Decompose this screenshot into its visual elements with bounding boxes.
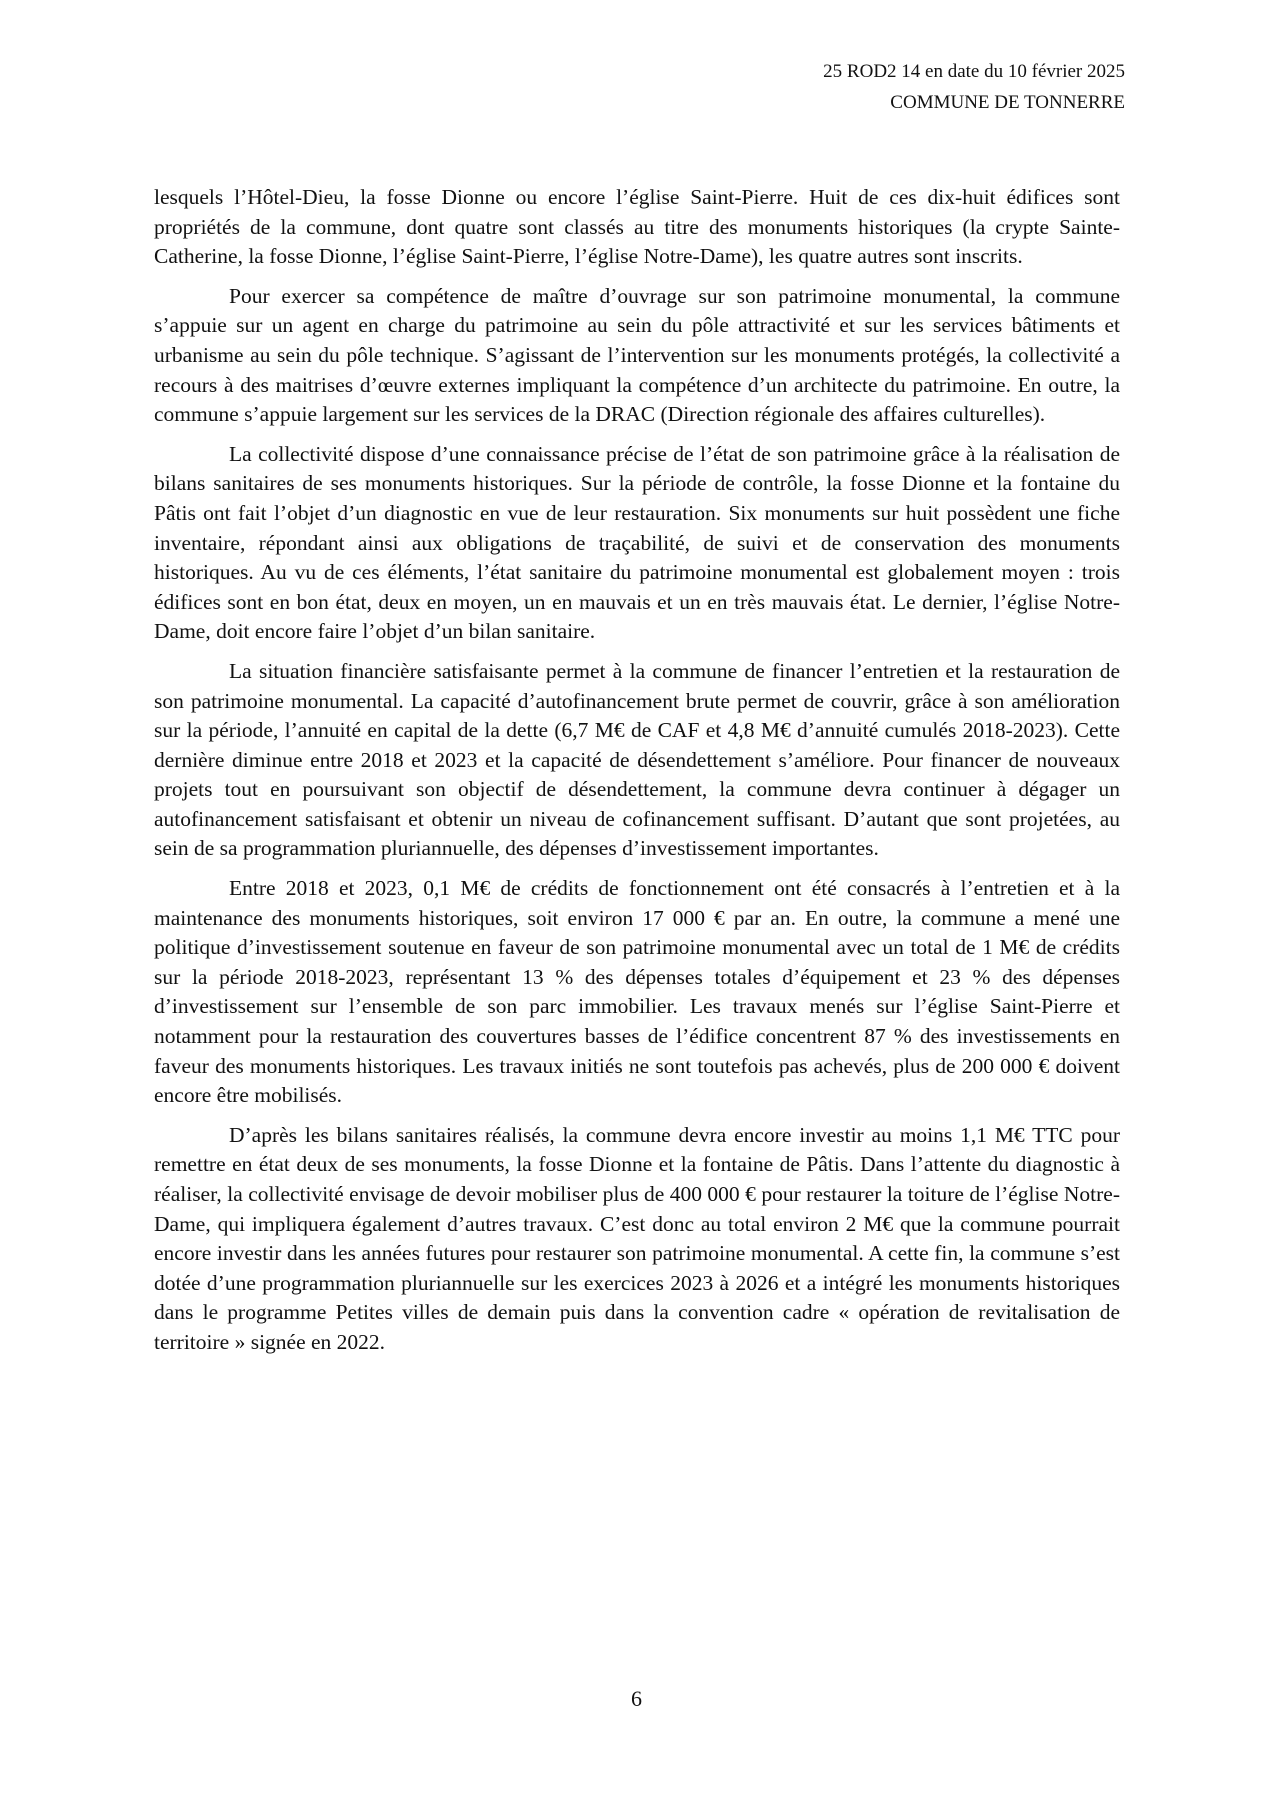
paragraph-continuation: lesquels l’Hôtel-Dieu, la fosse Dionne ou encore l’église Saint-Pierre. Huit de ces dix-huit édifices sont propriétés de la commune, dont quatre sont classés au titre des monuments historiques (la crypte Sainte-Catherine, la fosse Dionne, l’église Saint-Pierre, l’église Notre-Dame), les quatre autres sont inscrits. <box>154 185 1120 269</box>
paragraph: La situation financière satisfaisante permet à la commune de financer l’entretien et la restauration de son patrimoine monumental. La capacité d’autofinancement brute permet de couvrir, grâce à son amélioration sur la période, l’annuité en capital de la dette (6,7 M€ de CAF et 4,8 M€ d’annuité cumulés 2018-2023). Cette dernière diminue entre 2018 et 2023 et la capacité de désendettement s’améliore. Pour financer de nouveaux projets tout en poursuivant son objectif de désendettement, la commune devra continuer à dégager un autofinancement satisfaisant et obtenir un niveau de cofinancement suffisant. D’autant que sont projetées, au sein de sa programmation pluriannuelle, des dépenses d’investissement importantes. <box>154 658 1120 861</box>
paragraph: La collectivité dispose d’une connaissance précise de l’état de son patrimoine grâce à la réalisation de bilans sanitaires de ses monuments historiques. Sur la période de contrôle, la fosse Dionne et la fontaine du Pâtis ont fait l’objet d’un diagnostic en vue de leur restauration. Six monuments sur huit possèdent une fiche inventaire, répondant ainsi aux obligations de traçabilité, de suivi et de conservation des monuments historiques. Au vu de ces éléments, l’état sanitaire du patrimoine monumental est globalement moyen : trois édifices sont en bon état, deux en moyen, un en mauvais et un en très mauvais état. Le dernier, l’église Notre-Dame, doit encore faire l’objet d’un bilan sanitaire. <box>154 441 1120 644</box>
paragraph: Pour exercer sa compétence de maître d’ouvrage sur son patrimoine monumental, la commune s’appuie sur un agent en charge du patrimoine au sein du pôle attractivité et sur les services bâtiments et urbanisme au sein du pôle technique. S’agissant de l’intervention sur les monuments protégés, la collectivité a recours à des maitrises d’œuvre externes impliquant la compétence d’un architecte du patrimoine. En outre, la commune s’appuie largement sur les services de la DRAC (Direction régionale des affaires culturelles). <box>154 283 1120 427</box>
page-header <box>823 56 1125 118</box>
page-number: 6 <box>631 1686 642 1711</box>
document-body <box>154 183 1120 1368</box>
organization-name: COMMUNE DE TONNERRE <box>890 92 1125 113</box>
document-reference: 25 ROD2 14 en date du 10 février 2025 <box>823 61 1125 82</box>
paragraph: D’après les bilans sanitaires réalisés, la commune devra encore investir au moins 1,1 M€ TTC pour remettre en état deux de ses monuments, la fosse Dionne et la fontaine de Pâtis. Dans l’attente du diagnostic à réaliser, la collectivité envisage de devoir mobiliser plus de 400 000 € pour restaurer la toiture de l’église Notre-Dame, qui impliquera également d’autres travaux. C’est donc au total environ 2 M€ que la commune pourrait encore investir dans les années futures pour restaurer son patrimoine monumental. A cette fin, la commune s’est dotée d’une programmation pluriannuelle sur les exercices 2023 à 2026 et a intégré les monuments historiques dans le programme Petites villes de demain puis dans la convention cadre « opération de revitalisation de territoire » signée en 2022. <box>154 1122 1120 1354</box>
paragraph: Entre 2018 et 2023, 0,1 M€ de crédits de fonctionnement ont été consacrés à l’entretien et à la maintenance des monuments historiques, soit environ 17 000 € par an. En outre, la commune a mené une politique d’investissement soutenue en faveur de son patrimoine monumental avec un total de 1 M€ de crédits sur la période 2018-2023, représentant 13 % des dépenses totales d’équipement et 23 % des dépenses d’investissement sur l’ensemble de son parc immobilier. Les travaux menés sur l’église Saint-Pierre et notamment pour la restauration des couvertures basses de l’édifice concentrent 87 % des investissements en faveur des monuments historiques. Les travaux initiés ne sont toutefois pas achevés, plus de 200 000 € doivent encore être mobilisés. <box>154 876 1120 1108</box>
